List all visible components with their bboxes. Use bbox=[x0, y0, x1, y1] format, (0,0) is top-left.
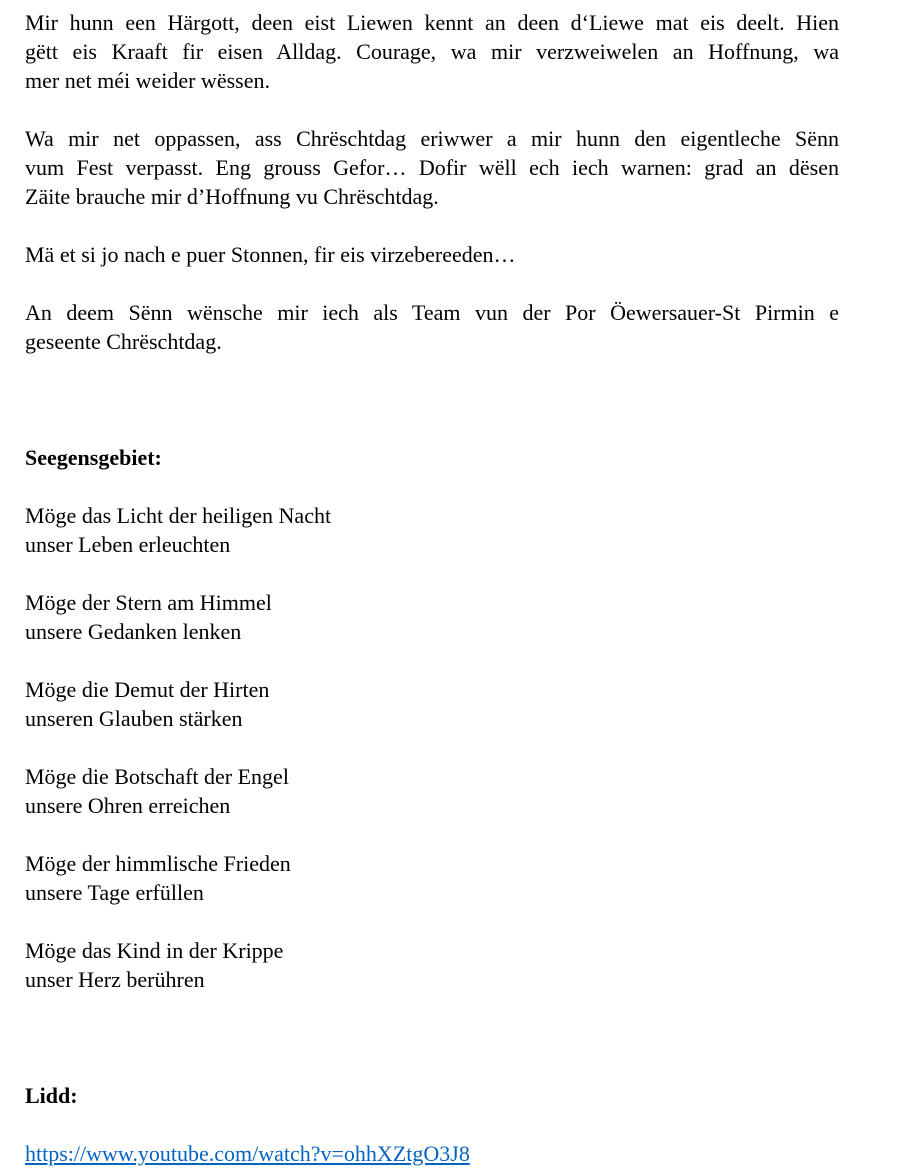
paragraph-spacer bbox=[25, 211, 839, 240]
text-line: gëtt eis Kraaft fir eisen Alldag. Courage, wa mir verzweiwelen an Hoffnung, wa bbox=[25, 39, 839, 64]
blessing-stanza-1 bbox=[25, 501, 839, 559]
song-link-paragraph bbox=[25, 1139, 839, 1168]
section-spacer bbox=[25, 414, 839, 443]
youtube-link[interactable]: https://www.youtube.com/watch?v=ohhXZtgO3J8 bbox=[25, 1141, 470, 1166]
document-page bbox=[25, 8, 839, 1168]
blessing-heading: Seegensgebiet: bbox=[25, 445, 162, 470]
text-line: vum Fest verpasst. Eng grouss Gefor… Dofir wëll ech iech warnen: grad an dësen bbox=[25, 155, 839, 180]
blessing-stanza-4 bbox=[25, 762, 839, 820]
text-line: geseente Chrëschtdag. bbox=[25, 329, 222, 354]
stanza-line: Möge der himmlische Frieden bbox=[25, 851, 291, 876]
text-line: Zäite brauche mir d’Hoffnung vu Chrëschtdag. bbox=[25, 184, 439, 209]
blessing-stanza-5 bbox=[25, 849, 839, 907]
stanza-line: unsere Tage erfüllen bbox=[25, 880, 204, 905]
stanza-line: unser Leben erleuchten bbox=[25, 532, 231, 557]
paragraph-spacer bbox=[25, 907, 839, 936]
paragraph-spacer bbox=[25, 472, 839, 501]
stanza-line: Möge das Kind in der Krippe bbox=[25, 938, 284, 963]
blessing-stanza-6 bbox=[25, 936, 839, 994]
section-spacer bbox=[25, 1052, 839, 1081]
section-spacer bbox=[25, 994, 839, 1052]
section-spacer bbox=[25, 356, 839, 414]
intro-paragraph-1 bbox=[25, 8, 839, 95]
paragraph-spacer bbox=[25, 95, 839, 124]
stanza-line: Möge das Licht der heiligen Nacht bbox=[25, 503, 332, 528]
intro-paragraph-3 bbox=[25, 240, 839, 269]
paragraph-spacer bbox=[25, 559, 839, 588]
text-line: Wa mir net oppassen, ass Chrëschtdag eriwwer a mir hunn den eigentleche Sënn bbox=[25, 126, 839, 151]
stanza-line: Möge der Stern am Himmel bbox=[25, 590, 272, 615]
stanza-line: Möge die Demut der Hirten bbox=[25, 677, 270, 702]
text-line: Mir hunn een Härgott, deen eist Liewen kennt an deen d‘Liewe mat eis deelt. Hien bbox=[25, 10, 839, 35]
paragraph-spacer bbox=[25, 820, 839, 849]
song-heading: Lidd: bbox=[25, 1083, 78, 1108]
blessing-stanza-3 bbox=[25, 675, 839, 733]
stanza-line: unsere Gedanken lenken bbox=[25, 619, 242, 644]
stanza-line: Möge die Botschaft der Engel bbox=[25, 764, 289, 789]
stanza-line: unser Herz berühren bbox=[25, 967, 205, 992]
blessing-stanza-2 bbox=[25, 588, 839, 646]
stanza-line: unseren Glauben stärken bbox=[25, 706, 243, 731]
text-line: An deem Sënn wënsche mir iech als Team vun der Por Öewersauer-St Pirmin e bbox=[25, 300, 839, 325]
paragraph-spacer bbox=[25, 646, 839, 675]
intro-paragraph-2 bbox=[25, 124, 839, 211]
stanza-line: unsere Ohren erreichen bbox=[25, 793, 231, 818]
paragraph-spacer bbox=[25, 269, 839, 298]
paragraph-spacer bbox=[25, 1110, 839, 1139]
paragraph-spacer bbox=[25, 733, 839, 762]
text-line: Mä et si jo nach e puer Stonnen, fir eis virzebereeden… bbox=[25, 242, 516, 267]
text-line: mer net méi weider wëssen. bbox=[25, 68, 270, 93]
intro-paragraph-4 bbox=[25, 298, 839, 356]
